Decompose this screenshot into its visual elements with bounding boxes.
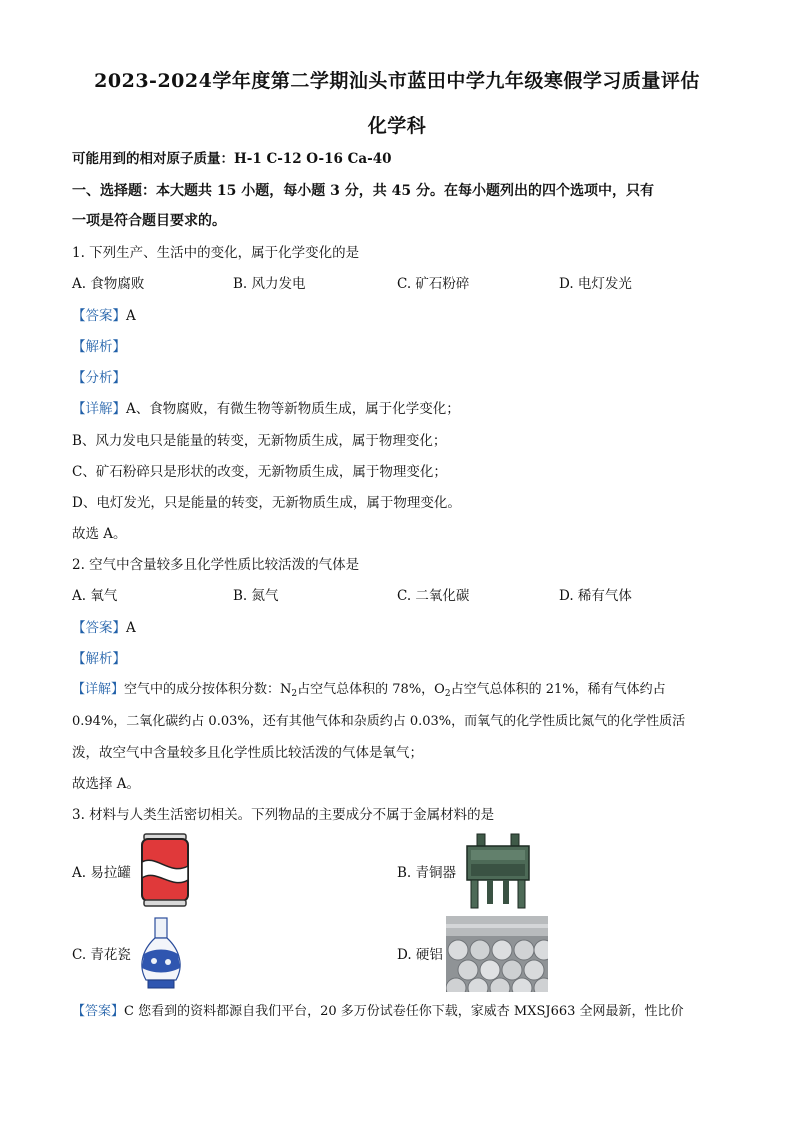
q1-analysis-tag bbox=[72, 338, 732, 356]
answer-tag: 【答案】 bbox=[72, 620, 126, 636]
answer-tag: 【答案】 bbox=[72, 1004, 125, 1019]
q1-conclusion: 故选 A。 bbox=[72, 526, 127, 542]
q2-conclusion: 故选择 A。 bbox=[72, 776, 141, 792]
q1-option-d: D. 电灯发光 bbox=[559, 276, 632, 292]
q1-fenxi-tag bbox=[72, 369, 732, 387]
q2-analysis-tag bbox=[72, 650, 732, 668]
q1-answer bbox=[72, 307, 732, 325]
detail-tag: 【详解】 bbox=[72, 682, 125, 697]
section-instructions-1: 一、选择题：本大题共 15 小题，每小题 3 分，共 45 分。在每小题列出的四个选项中，只有 bbox=[72, 183, 654, 199]
n2-subscript: 2 bbox=[291, 689, 298, 699]
q2-option-d: D. 稀有气体 bbox=[559, 588, 632, 604]
q2-option-c: C. 二氧化碳 bbox=[397, 588, 470, 604]
porcelain-vase-image bbox=[136, 916, 186, 992]
q3-stem: 3. 材料与人类生活密切相关。下列物品的主要成分不属于金属材料的是 bbox=[72, 807, 495, 823]
q1-stem: 1. 下列生产、生活中的变化，属于化学变化的是 bbox=[72, 245, 360, 261]
q3-option-d: D. 硬铝 bbox=[397, 947, 443, 963]
analysis-tag: 【解析】 bbox=[72, 339, 126, 355]
q1-option-a: A. 食物腐败 bbox=[72, 276, 145, 292]
q2-detail-line-1 bbox=[72, 681, 732, 703]
q2-answer bbox=[72, 619, 732, 637]
q1-option-b: B. 风力发电 bbox=[233, 276, 306, 292]
q2-stem: 2. 空气中含量较多且化学性质比较活泼的气体是 bbox=[72, 557, 360, 573]
q1-detail-a-text: A、食物腐败，有微生物等新物质生成，属于化学变化； bbox=[126, 401, 460, 417]
analysis-tag: 【解析】 bbox=[72, 651, 126, 667]
soda-can-image bbox=[140, 832, 190, 908]
q1-detail-b: B、风力发电只是能量的转变，无新物质生成，属于物理变化； bbox=[72, 433, 447, 449]
hard-aluminum-rods-image bbox=[446, 916, 548, 992]
q3-option-c: C. 青花瓷 bbox=[72, 947, 131, 963]
bronze-vessel-image bbox=[463, 832, 533, 910]
answer-tag: 【答案】 bbox=[72, 308, 126, 324]
q3-answer-text: C 您看到的资料都源自我们平台，20 多万份试卷任你下载，家威杏 MXSJ663 全网最新，性比价 bbox=[124, 1004, 684, 1019]
q3-answer-line bbox=[72, 1003, 742, 1021]
q3-option-b: B. 青铜器 bbox=[397, 865, 457, 881]
q1-detail-d: D、电灯发光，只是能量的转变，无新物质生成，属于物理变化。 bbox=[72, 495, 461, 511]
o2-subscript: 2 bbox=[444, 689, 451, 699]
detail-tag: 【详解】 bbox=[72, 401, 126, 417]
q2-answer-value: A bbox=[126, 620, 136, 636]
q1-option-c: C. 矿石粉碎 bbox=[397, 276, 470, 292]
q1-detail-c: C、矿石粉碎只是形状的改变，无新物质生成，属于物理变化； bbox=[72, 464, 447, 480]
q1-detail-a bbox=[72, 400, 732, 418]
title-line-2: 化学科 bbox=[367, 115, 427, 137]
q1-answer-value: A bbox=[126, 308, 136, 324]
q2-option-b: B. 氮气 bbox=[233, 588, 279, 604]
q2-detail-line-2: 0.94%，二氧化碳约占 0.03%，还有其他气体和杂质约占 0.03%，而氧气的化学性质比氮气的化学性质活 bbox=[72, 714, 686, 729]
q2-detail-part-1: 空气中的成分按体积分数：N bbox=[124, 682, 292, 697]
atomic-mass-note: 可能用到的相对原子质量：H-1 C-12 O-16 Ca-40 bbox=[72, 151, 392, 167]
title-line-1: 2023-2024学年度第二学期汕头市蓝田中学九年级寒假学习质量评估 bbox=[94, 70, 700, 92]
q3-option-a: A. 易拉罐 bbox=[72, 865, 131, 881]
fenxi-tag: 【分析】 bbox=[72, 370, 126, 386]
q2-option-a: A. 氧气 bbox=[72, 588, 118, 604]
section-instructions-2: 一项是符合题目要求的。 bbox=[72, 213, 226, 229]
q2-detail-part-2: 占空气总体积的 78%，O bbox=[297, 682, 445, 697]
q2-detail-part-3: 占空气总体积的 21%，稀有气体约占 bbox=[450, 682, 666, 697]
q2-detail-line-3: 泼，故空气中含量较多且化学性质比较活泼的气体是氧气； bbox=[72, 745, 423, 761]
